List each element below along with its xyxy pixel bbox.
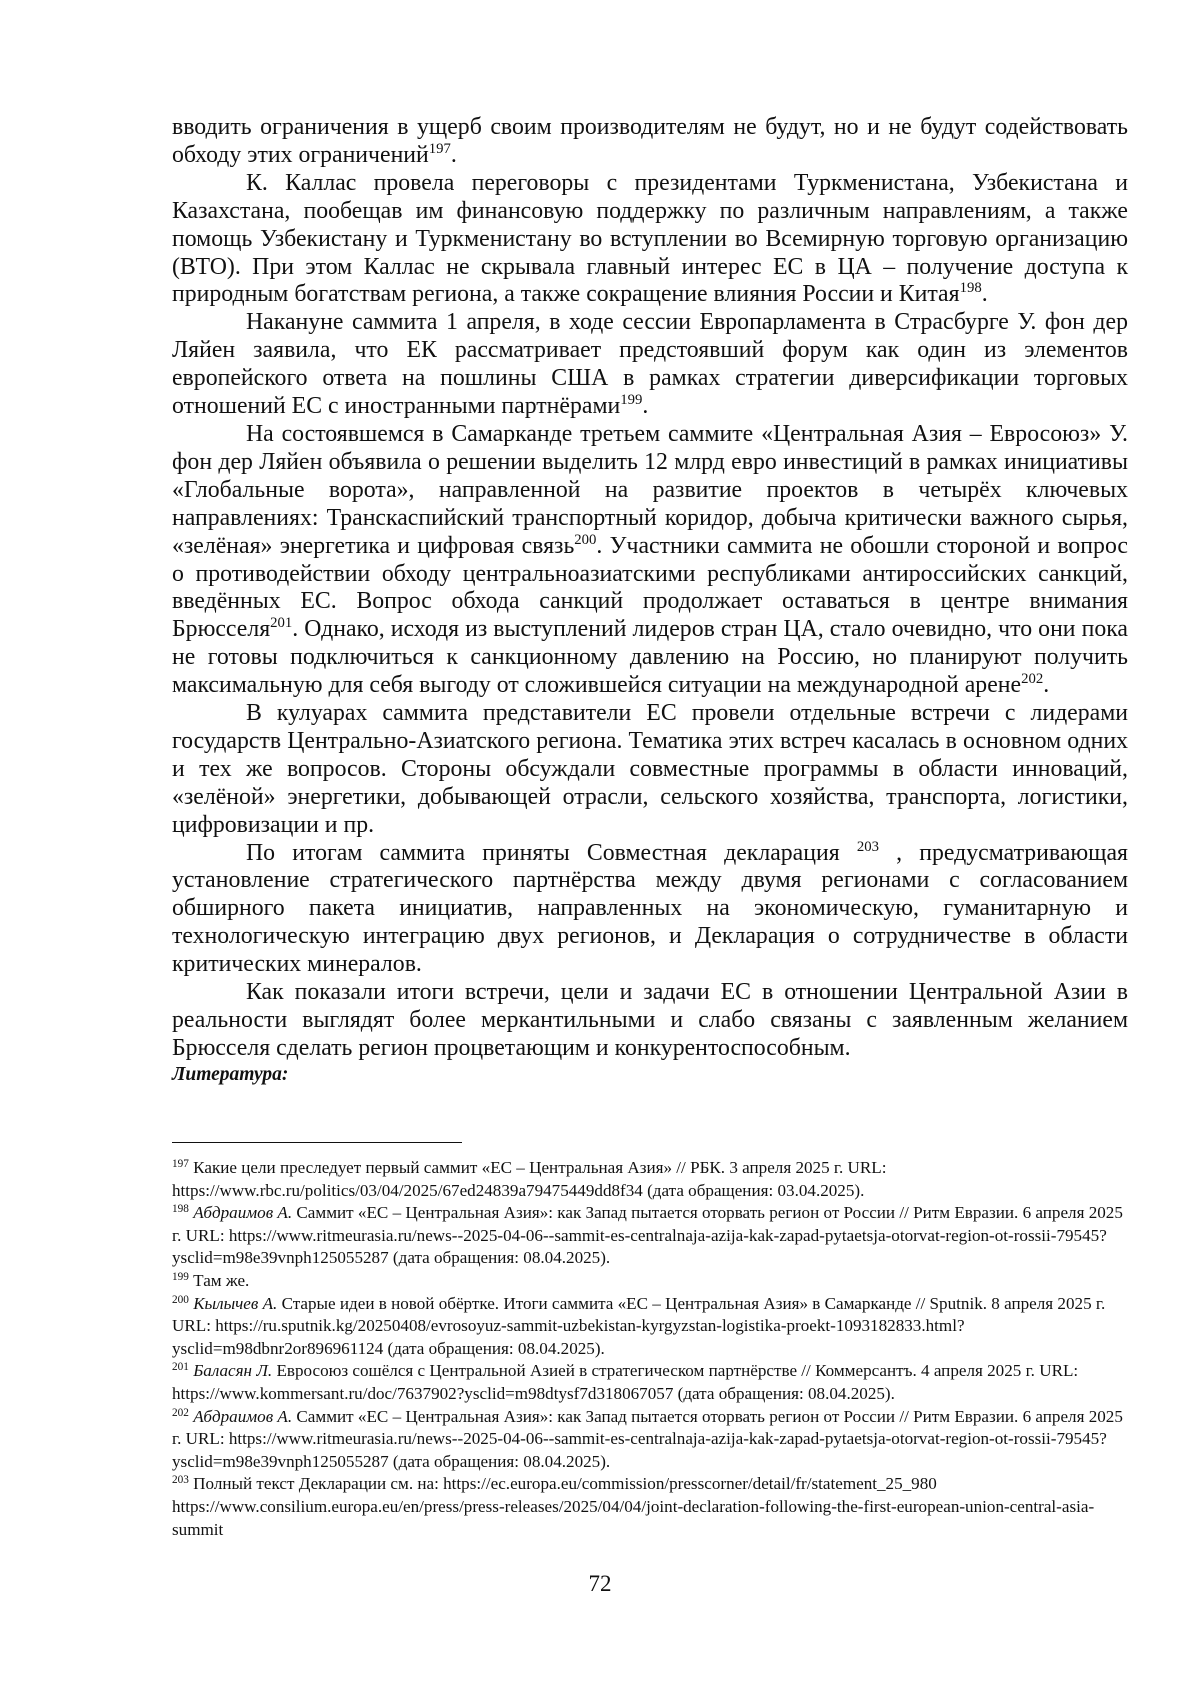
text-run: . (450, 141, 457, 168)
text-run: Полный текст Декларации см. на: https://ec.europa.eu/commission/presscorner/detail/fr/statement_25_980 https://www.consilium.europa.eu/en/press/press-releases/2025/04/04/joint-declaration-following-the-first-european-union-central-asia-summit (172, 1474, 1095, 1539)
text-run: . Однако, исходя из выступлений лидеров стран ЦА, стало очевидно, что они пока не готовы подключиться к санкционному давлению на Россию, но планируют получить максимальную для себя выгоду от сложившейся ситуации на международной арене (172, 616, 1128, 699)
body-paragraph (172, 421, 1128, 700)
footnote-ref: 197 (172, 1157, 189, 1170)
body-paragraph (172, 114, 1128, 170)
page-number: 72 (588, 1571, 612, 1596)
footnote (172, 1202, 1128, 1270)
body-paragraph (172, 840, 1128, 980)
literature-heading: Литература: (172, 1063, 289, 1085)
footnote-ref: 199 (172, 1270, 189, 1283)
text-run: Как показали итоги встречи, цели и задачи ЕС в отношении Центральной Азии в реальности выглядят более меркантильными и слабо связаны с заявленным желанием Брюсселя сделать регион процветающим и конкурентоспособным. (172, 979, 1128, 1061)
footnote (172, 1473, 1128, 1541)
footnote (172, 1270, 1128, 1293)
body-paragraph (172, 170, 1128, 310)
footnote-ref: 197 (428, 140, 451, 157)
text-run: вводить ограничения в ущерб своим производителям не будут, но и не будут содействовать обходу этих ограничений (172, 114, 1128, 168)
text-run: Накануне саммита 1 апреля, в ходе сессии Европарламента в Страсбурге У. фон дер Ляйен заявила, что ЕК рассматривает предстоявший форум как один из элементов европейского ответа на пошлины США в рамках стратегии диверсификации торговых отношений ЕС с иностранными партнёрами (172, 309, 1128, 420)
text-run: . Участники саммита не обошли стороной и вопрос о противодействии обходу центральноазиатскими республиками антироссийских санкций, введённых ЕС. Вопрос обхода санкций продолжает оставаться в центре внимания Брюсселя (172, 532, 1128, 643)
text-run: Саммит «ЕС – Центральная Азия»: как Запад пытается оторвать регион от России // Ритм Евразии. 6 апреля 2025 г. URL: https://www.ritmeurasia.ru/news--2025-04-06--sammit-es-centralnaja-azija-kak-zapad-pytaetsja-otorvat-region-ot-rossii-79545?ysclid=m98e39vnph125055287 (дата обращения: 08.04.2025). (172, 1203, 1123, 1268)
footnote-ref: 201 (172, 1361, 189, 1374)
footnote-ref: 198 (172, 1202, 189, 1215)
text-run: . (981, 281, 988, 308)
author-name: Баласян Л. (193, 1361, 273, 1381)
footnote-ref: 202 (1021, 670, 1044, 687)
footnote-ref: 201 (270, 615, 293, 632)
footnote (172, 1406, 1128, 1474)
text-run: , предусматривающая установление стратегического партнёрства между двумя регионами с согласованием обширного пакета инициатив, направленных на экономическую, гуманитарную и технологическую интеграцию двух регионов, и Декларация о сотрудничестве в области критических минералов. (172, 839, 1129, 978)
footnote-ref: 199 (620, 391, 643, 408)
text-run: По итогам саммита приняты Совместная декларация (246, 839, 857, 866)
text-run: . (1043, 672, 1050, 699)
footnote-ref: 198 (959, 280, 982, 297)
author-name: Кылычев А. (193, 1293, 278, 1313)
footnote-ref: 200 (574, 531, 597, 548)
footnote-separator (172, 1142, 462, 1143)
body-paragraph (172, 309, 1128, 421)
text-run: Старые идеи в новой обёртке. Итоги саммита «ЕС – Центральная Азия» в Самарканде // Sputnik. 8 апреля 2025 г. URL: https://ru.sputnik.kg/20250408/evrosoyuz-sammit-uzbekistan-kyrgyzstan-logistika-proekt-1093182833.html?ysclid=m98dbnr2or896961124 (дата обращения: 08.04.2025). (172, 1293, 1106, 1358)
text-run: Саммит «ЕС – Центральная Азия»: как Запад пытается оторвать регион от России // Ритм Евразии. 6 апреля 2025 г. URL: https://www.ritmeurasia.ru/news--2025-04-06--sammit-es-centralnaja-azija-kak-zapad-pytaetsja-otorvat-region-ot-rossii-79545?ysclid=m98e39vnph125055287 (дата обращения: 08.04.2025). (172, 1406, 1123, 1471)
paragraph-list (172, 114, 1128, 1063)
footnote-ref: 203 (172, 1474, 189, 1487)
footnote-ref: 200 (172, 1293, 189, 1306)
text-run: . (642, 393, 649, 420)
footnote-ref: 203 (856, 838, 879, 855)
author-name: Абдраимов А. (193, 1406, 293, 1426)
footnote (172, 1360, 1128, 1405)
body-text (172, 114, 1128, 1087)
text-run: К. Каллас провела переговоры с президентами Туркменистана, Узбекистана и Казахстана, пообещав им финансовую поддержку по различным направлениям, а также помощь Узбекистану и Туркменистану во вступлении во Всемирную торговую организацию (ВТО). При этом Каллас не скрывала главный интерес ЕС в ЦА – получение доступа к природным богатствам региона, а также сокращение влияния России и Китая (172, 169, 1128, 308)
text-run: Там же. (188, 1270, 250, 1290)
body-paragraph (172, 700, 1128, 840)
text-run: На состоявшемся в Самарканде третьем саммите «Центральная Азия – Евросоюз» У. фон дер Ляйен объявила о решении выделить 12 млрд евро инвестиций в рамках инициативы «Глобальные ворота», направленной на развитие проектов в четырёх ключевых направлениях: Транскаспийский транспортный коридор, добыча критически важного сырья, «зелёная» энергетика и цифровая связь (172, 420, 1128, 559)
body-paragraph (172, 979, 1128, 1063)
text-run: Какие цели преследует первый саммит «ЕС – Центральная Азия» // РБК. 3 апреля 2025 г. URL: https://www.rbc.ru/politics/03/04/2025/67ed24839a79475449dd8f34 (дата обращения: 03.04.2025). (172, 1158, 887, 1200)
footnote-ref: 202 (172, 1406, 189, 1419)
author-name: Абдраимов А. (193, 1203, 293, 1223)
footnote (172, 1157, 1128, 1202)
footnote-list (172, 1157, 1128, 1541)
text-run: Евросоюз сошёлся с Центральной Азией в стратегическом партнёрстве // Коммерсантъ. 4 апреля 2025 г. URL: https://www.kommersant.ru/doc/7637902?ysclid=m98dtysf7d318067057 (дата обращения: 08.04.2025). (172, 1361, 1079, 1403)
text-run: В кулуарах саммита представители ЕС провели отдельные встречи с лидерами государств Центрально-Азиатского региона. Тематика этих встреч касалась в основном одних и тех же вопросов. Стороны обсуждали совместные программы в области инноваций, «зелёной» энергетики, добывающей отрасли, сельского хозяйства, транспорта, логистики, цифровизации и пр. (172, 700, 1128, 838)
footnote (172, 1293, 1128, 1361)
